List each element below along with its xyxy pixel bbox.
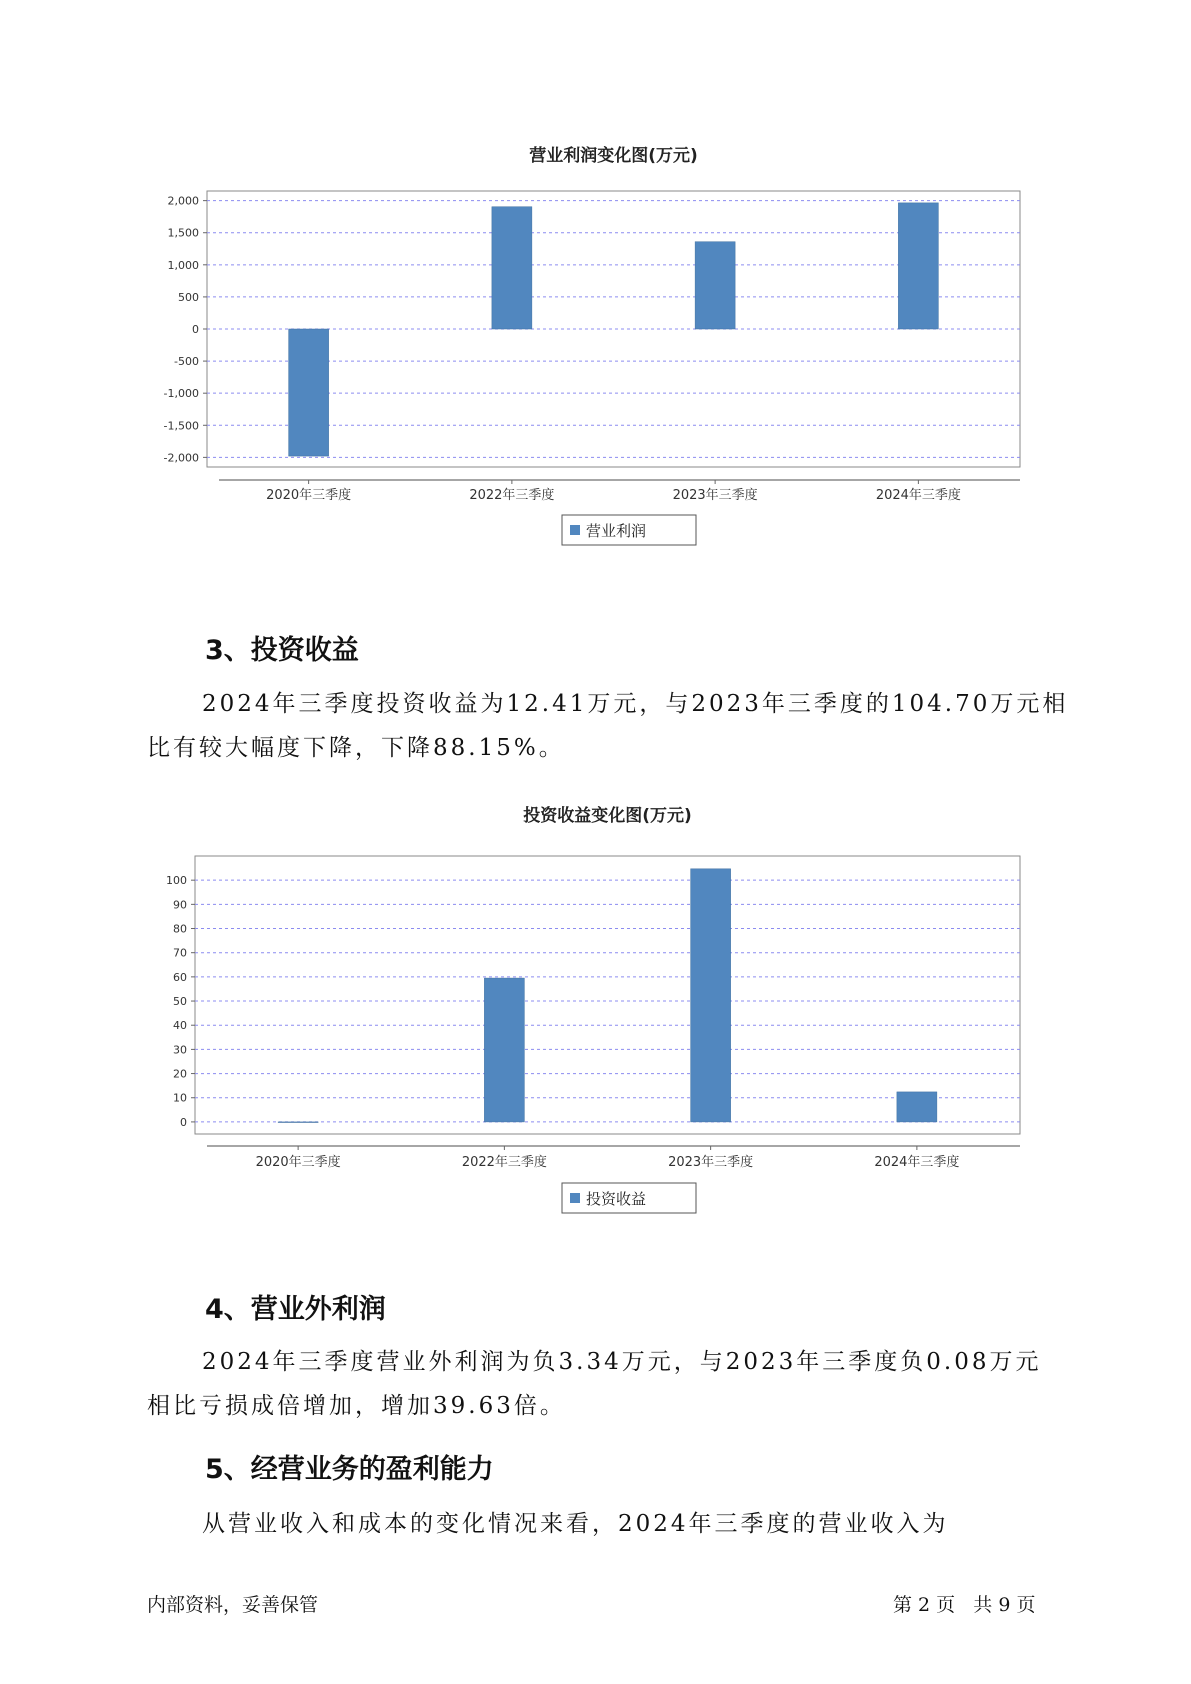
- inv-income-ytick-label: 20: [173, 1067, 187, 1081]
- operating-profit-chart: [150, 135, 1030, 585]
- section-4-line-1: 2024年三季度营业外利润为负3.34万元，与2023年三季度负0.08万元: [202, 1349, 1042, 1375]
- investment-income-chart: [150, 795, 1030, 1245]
- section-3-line-2: 比有较大幅度下降，下降88.15%。: [147, 735, 565, 761]
- op-profit-ytick-label: 1,000: [167, 258, 199, 272]
- inv-income-legend-label: 投资收益: [586, 1190, 647, 1208]
- footer-confidential-note: 内部资料，妥善保管: [147, 1594, 319, 1616]
- section-4-line-2: 相比亏损成倍增加，增加39.63倍。: [147, 1393, 566, 1419]
- inv-income-plot-area: [195, 856, 1020, 1134]
- op-profit-bar-2: [492, 207, 532, 329]
- inv-income-ytick-label: 30: [173, 1043, 187, 1057]
- section-4-heading: 4、营业外利润: [205, 1294, 386, 1325]
- op-profit-legend-label: 营业利润: [586, 522, 647, 540]
- inv-income-ytick-label: 100: [166, 874, 187, 888]
- inv-income-bar-1: [278, 1122, 318, 1123]
- inv-income-category-label: 2022年三季度: [461, 1155, 547, 1170]
- operating-profit-chart-svg: [150, 135, 1030, 585]
- inv-income-ytick-label: 40: [173, 1019, 187, 1033]
- op-profit-bar-3: [695, 242, 735, 329]
- inv-income-ytick-label: 50: [173, 995, 187, 1009]
- op-profit-ytick-label: -1,500: [163, 419, 199, 433]
- inv-income-ytick-label: 90: [173, 898, 187, 912]
- op-profit-title: 营业利润变化图(万元): [529, 146, 698, 166]
- op-profit-legend-swatch: [570, 525, 580, 535]
- section-3-heading: 3、投资收益: [205, 635, 359, 666]
- inv-income-ytick-label: 10: [173, 1091, 187, 1105]
- section-3-line-1: 2024年三季度投资收益为12.41万元，与2023年三季度的104.70万元相: [202, 691, 1069, 717]
- section-5-heading: 5、经营业务的盈利能力: [205, 1454, 494, 1485]
- investment-income-chart-svg: [150, 795, 1030, 1245]
- op-profit-ytick-label: 1,500: [167, 226, 199, 240]
- inv-income-bar-4: [897, 1092, 937, 1122]
- section-5-line-1: 从营业收入和成本的变化情况来看，2024年三季度的营业收入为: [202, 1511, 949, 1537]
- section-5-paragraph: [147, 1502, 1067, 1546]
- op-profit-bar-1: [289, 329, 329, 456]
- inv-income-ytick-label: 0: [180, 1115, 187, 1129]
- inv-income-category-label: 2024年三季度: [874, 1155, 960, 1170]
- inv-income-legend-swatch: [570, 1193, 580, 1203]
- op-profit-category-label: 2023年三季度: [672, 488, 758, 503]
- footer-page-number: 第 2 页 共 9 页: [893, 1594, 1036, 1616]
- section-3-paragraph: [147, 682, 1067, 770]
- op-profit-ytick-label: 0: [192, 323, 199, 336]
- section-4-paragraph: [147, 1340, 1067, 1428]
- inv-income-ytick-label: 80: [173, 922, 187, 936]
- op-profit-category-label: 2022年三季度: [469, 488, 555, 503]
- op-profit-category-label: 2020年三季度: [266, 488, 352, 503]
- op-profit-category-label: 2024年三季度: [875, 488, 961, 503]
- inv-income-bar-2: [484, 978, 524, 1122]
- inv-income-category-label: 2023年三季度: [668, 1155, 754, 1170]
- op-profit-bar-4: [898, 203, 938, 329]
- inv-income-bar-3: [691, 869, 731, 1122]
- op-profit-ytick-label: -500: [174, 355, 199, 369]
- inv-income-category-label: 2020年三季度: [255, 1155, 341, 1170]
- inv-income-ytick-label: 70: [173, 946, 187, 960]
- op-profit-ytick-label: 2,000: [167, 194, 199, 208]
- inv-income-title: 投资收益变化图(万元): [523, 806, 692, 826]
- inv-income-ytick-label: 60: [173, 970, 187, 984]
- op-profit-ytick-label: -1,000: [163, 387, 199, 401]
- op-profit-ytick-label: -2,000: [163, 451, 199, 465]
- op-profit-ytick-label: 500: [178, 290, 199, 304]
